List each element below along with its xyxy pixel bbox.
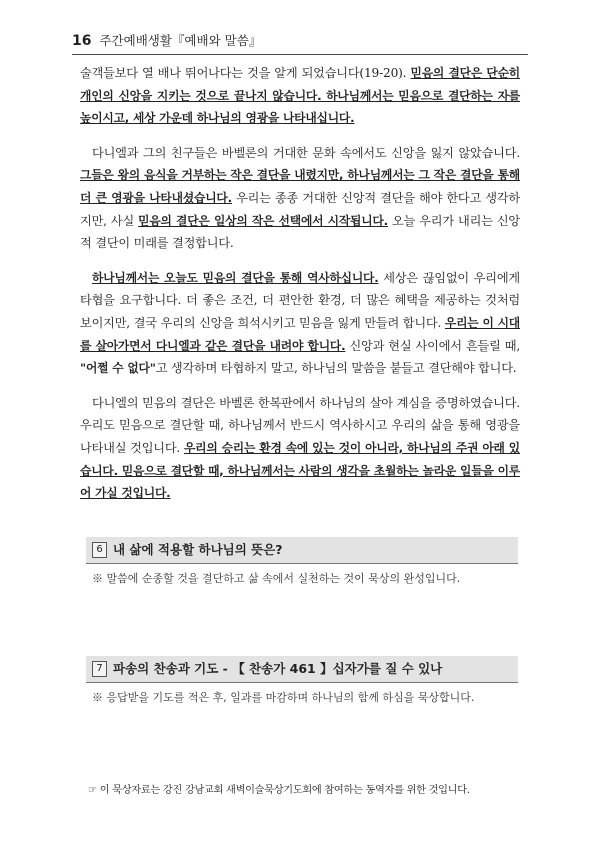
paragraph	[80, 392, 520, 505]
emphasized-text: 우리의 승리는 환경 속에 있는 것이 아니라, 하나님의 주권 아래 있습니다. 믿음으로 결단할 때, 하나님께서는 사람의 생각을 초월하는 놀라운 일들을 이루어 가실 것입니다.	[80, 440, 520, 501]
paragraph	[80, 267, 520, 380]
section-6-heading	[86, 537, 518, 564]
paragraph	[80, 142, 520, 255]
section-7-heading	[86, 656, 518, 683]
section-7-note: ※ 응답받을 기도를 적은 후, 일과를 마감하며 하나님의 함께 하심을 묵상합니다.	[92, 691, 475, 704]
body-text: 술객들보다 열 배나 뛰어나다는 것을 알게 되었습니다(19-20).	[80, 66, 411, 80]
page-header	[72, 32, 528, 55]
section-number: 6	[92, 542, 107, 558]
body-text: 고 생각하며 타협하지 말고, 하나님의 말씀을 붙들고 결단해야 합니다.	[155, 361, 517, 376]
section-title: 내 삶에 적용할 하나님의 뜻은?	[113, 542, 283, 557]
paragraph	[80, 62, 520, 130]
emphasized-text: 그들은 왕의 음식을 거부하는 작은 결단을 내렸지만, 하나님께서는 그 작은 결단을 통해 더 큰 영광을 나타내셨습니다.	[80, 168, 520, 205]
main-text	[80, 62, 520, 517]
emphasized-text: 믿음의 결단은 일상의 작은 선택에서 시작됩니다.	[138, 213, 388, 228]
quoted-text: "어쩔 수 없다"	[80, 361, 156, 376]
body-text: 우리는 종종 거대한 신앙적 결단을 해야 한다고 생각하지만, 사실	[80, 190, 520, 228]
body-text: 다니엘의 믿음의 결단은 바벨론 한복판에서 하나님의 살아 계심을 증명하였습니다. 우리도 믿음으로 결단할 때, 하나님께서 반드시 역사하시고 우리의 삶을 통해 영광을 나타내실 것입니다.	[80, 395, 520, 455]
emphasized-text: 믿음의 결단은 단순히 개인의 신앙을 지키는 것으로 끝나지 않습니다. 하나님께서는 믿음으로 결단하는 자를 높이시고, 세상 가운데 하나님의 영광을 나타내십니다.	[80, 66, 521, 126]
page-number: 16	[72, 33, 92, 49]
section-number: 7	[92, 661, 107, 677]
section-6-note: ※ 말씀에 순종할 것을 결단하고 삶 속에서 실천하는 것이 묵상의 완성입니다.	[92, 572, 461, 585]
emphasized-text: 하나님께서는 오늘도 믿음의 결단을 통해 역사하십니다.	[92, 270, 379, 285]
footer-text: 이 묵상자료는 강진 강남교회 새벽이슬묵상기도회에 참여하는 동역자를 위한 것입니다.	[99, 785, 470, 796]
emphasized-text: 우리는 이 시대를 살아가면서 다니엘과 같은 결단을 내려야 합니다.	[80, 315, 520, 353]
body-text: 오늘 우리가 내리는 신앙적 결단이 미래를 결정합니다.	[80, 213, 520, 251]
section-title: 파송의 찬송과 기도 - 【 찬송가 461 】십자가를 질 수 있나	[113, 661, 443, 676]
pointing-hand-icon: ☞	[88, 785, 97, 796]
footer-note	[88, 781, 528, 796]
book-title: 주간예배생활『예배와 말씀』	[99, 33, 262, 48]
body-text: 다니엘과 그의 친구들은 바벨론의 거대한 문화 속에서도 신앙을 잃지 않았습니다.	[92, 145, 520, 160]
body-text: 세상은 끊임없이 우리에게 타협을 요구합니다. 더 좋은 조건, 더 편안한 환경, 더 많은 혜택을 제공하는 것처럼 보이지만, 결국 우리의 신앙을 희석시키고 믿음을 잃게 만들려 합니다.	[80, 270, 521, 330]
body-text: 신앙과 현실 사이에서 흔들릴 때,	[345, 338, 521, 353]
